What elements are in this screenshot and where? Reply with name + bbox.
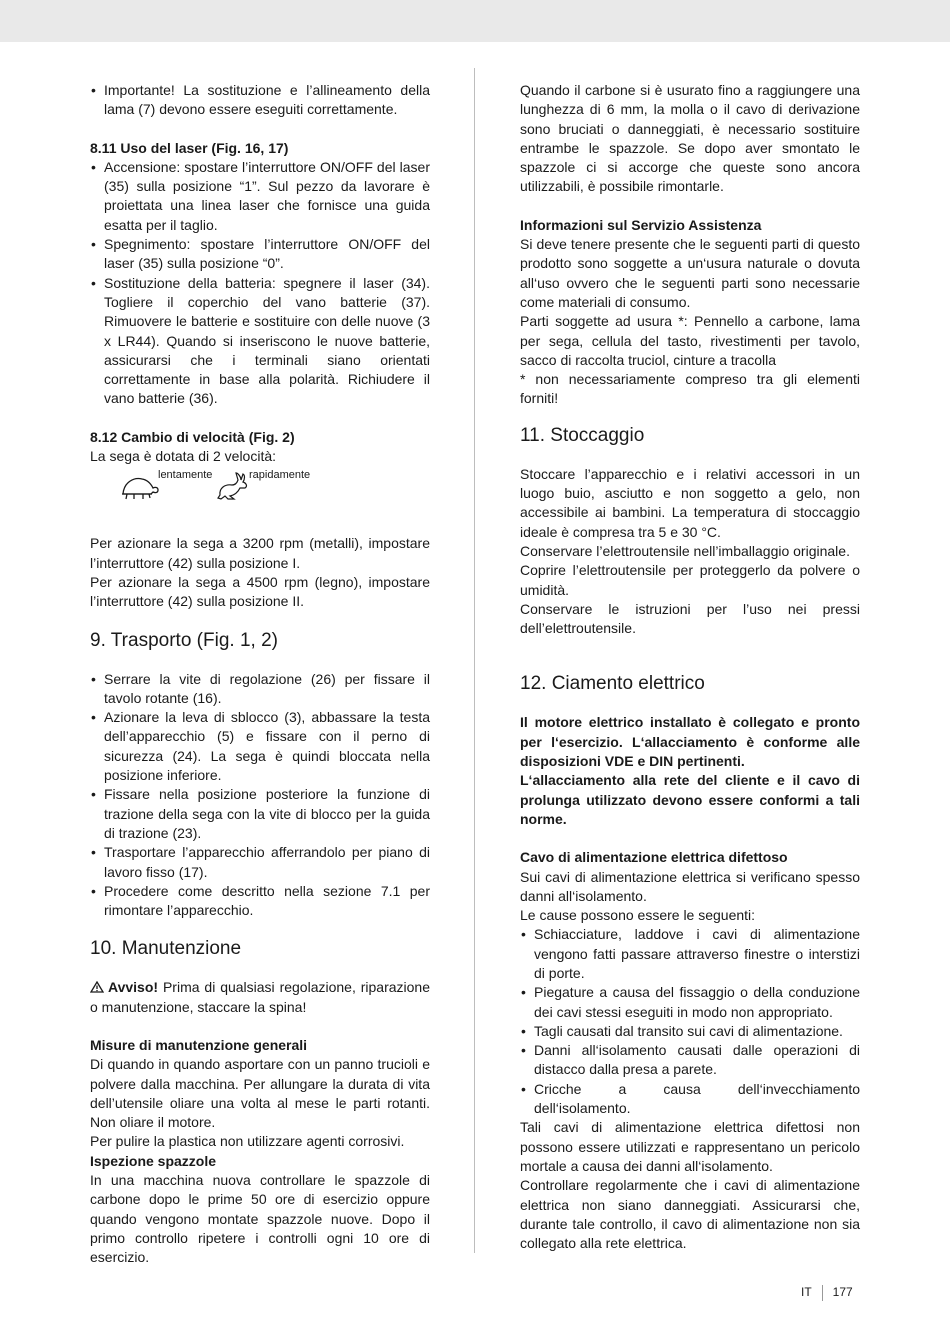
list-item: • Cricche a causa dell‘invecchiamento dell‘isolamento. bbox=[520, 1080, 860, 1119]
page-number: 177 bbox=[832, 1285, 853, 1299]
list-item: • Tagli causati dal transito sui cavi di alimentazione. bbox=[520, 1022, 860, 1041]
list-item: • Serrare la vite di regolazione (26) per fissare il tavolo rotante (16). bbox=[90, 670, 430, 709]
list-item: • Sostituzione della batteria: spegnere il laser (34). Togliere il coperchio del vano batterie (37). Rimuovere le batterie e sostituire con delle nuove (3 x LR44). Quando si inseriscono le nuove batterie, assicurarsi che i terminali siano orientati correttamente in base alla polarità. Richiudere il vano batterie (36). bbox=[90, 274, 430, 409]
section-9-list bbox=[90, 670, 430, 921]
list-item: • Spegnimento: spostare l’interruttore ON/OFF del laser (35) sulla posizione “0”. bbox=[90, 235, 430, 274]
list-item: • Schiacciature, laddove i cavi di alimentazione vengono fatti passare attraverso finestre o interstizi di porte. bbox=[520, 925, 860, 983]
electrical-bold-paragraph: Il motore elettrico installato è collegato e pronto per l‘esercizio. L‘allacciamento è conforme alle disposizioni VDE e DIN pertinenti. bbox=[520, 714, 860, 770]
cable-paragraph: Tali cavi di alimentazione elettrica difettosi non possono essere utilizzati e rappresentano un pericolo mortale a causa dei danni all‘isolamento. bbox=[520, 1119, 860, 1174]
left-column bbox=[90, 81, 430, 1268]
electrical-bold-paragraph: L‘allacciamento alla rete del cliente e il cavo di prolunga utilizzato devono essere conformi a tali norme. bbox=[520, 772, 860, 827]
brush-inspection-title: Ispezione spazzole bbox=[90, 1152, 217, 1169]
cable-paragraph: Controllare regolarmente che i cavi di alimentazione elettrica non siano danneggiati. Assicurarsi che, durante tale controllo, il cavo di alimentazione non sia collegato alla rete elettrica. bbox=[520, 1177, 860, 1252]
cable-causes-list bbox=[520, 925, 860, 1118]
footer-separator bbox=[822, 1285, 823, 1301]
section-812-paragraph: Per azionare la sega a 4500 rpm (legno), impostare l’interruttore (42) sulla posizione II. bbox=[90, 573, 430, 610]
service-paragraph: * non necessariamente compreso tra gli elementi forniti! bbox=[520, 371, 860, 407]
general-maintenance-paragraph: Di quando in quando asportare con un panno trucioli e polvere dalla macchina. Per allungare la durata di vita dell’utensile oliare una volta al mese le parti rotanti. Non oliare il motore. bbox=[90, 1056, 430, 1131]
warning-triangle-icon bbox=[90, 981, 104, 993]
warning-label: Avviso! bbox=[108, 979, 159, 996]
brush-inspection-paragraph: In una macchina nuova controllare le spazzole di carbone dopo le prime 50 ore di esercizio oppure quando vengono montate spazzole nuove. Dopo il primo controllo ripetere i controlli ogni 10 ore di esercizio. bbox=[90, 1172, 430, 1266]
section-811-list bbox=[90, 158, 430, 409]
right-column bbox=[520, 81, 860, 1253]
list-item: • Trasportare l’apparecchio afferrandolo per piano di lavoro fisso (17). bbox=[90, 843, 430, 882]
section-12-heading: 12. Ciamento elettrico bbox=[520, 673, 705, 695]
section-9-heading: 9. Trasporto (Fig. 1, 2) bbox=[90, 629, 278, 651]
turtle-icon bbox=[120, 472, 160, 502]
service-paragraph: Parti soggette ad usura *: Pennello a carbone, lama per sega, cellula del tasto, rivestimenti per tavolo, sacco di raccolta truciol, cinture a tracolla bbox=[520, 313, 860, 368]
section-811-title: 8.11 Uso del laser (Fig. 16, 17) bbox=[90, 139, 289, 156]
list-item: • Importante! La sostituzione e l’allineamento della lama (7) devono essere eseguiti correttamente. bbox=[90, 81, 430, 120]
storage-paragraph: Conservare le istruzioni per l’uso nei pressi dell’elettroutensile. bbox=[520, 600, 860, 637]
defective-cable-title: Cavo di alimentazione elettrica difettoso bbox=[520, 849, 788, 866]
list-item: • Azionare la leva di sblocco (3), abbassare la testa dell’apparecchio (5) e fissare con il perno di sicurezza (24). La sega è quindi bloccata nella posizione inferiore. bbox=[90, 708, 430, 785]
page-footer bbox=[801, 1284, 853, 1301]
section-11-heading: 11. Stoccaggio bbox=[520, 424, 645, 446]
warning-paragraph bbox=[90, 978, 430, 1017]
column-divider bbox=[474, 68, 475, 1253]
intro-list bbox=[90, 81, 430, 120]
language-code: IT bbox=[801, 1285, 812, 1299]
list-item: • Piegature a causa del fissaggio o della conduzione dei cavi stessi eseguiti in modo non appropriato. bbox=[520, 983, 860, 1022]
section-812-paragraph: Per azionare la sega a 3200 rpm (metalli), impostare l’interruttore (42) sulla posizione I. bbox=[90, 535, 430, 571]
list-item: • Fissare nella posizione posteriore la funzione di trazione della sega con la vite di blocco per la guida di trazione (23). bbox=[90, 785, 430, 843]
cable-paragraph: Le cause possono essere le seguenti: bbox=[520, 907, 756, 924]
brush-continuation-paragraph: Quando il carbone si è usurato fino a raggiungere una lunghezza di 6 mm, la molla o il cavo di derivazione sono bruciati o danneggiati, è necessario sostituire entrambe le spazzole. Se dopo aver smontato le spazzole ci si accorge che queste sono ancora utilizzabili, è possibile rimontarle. bbox=[520, 82, 860, 195]
service-title: Informazioni sul Servizio Assistenza bbox=[520, 216, 762, 233]
section-10-heading: 10. Manutenzione bbox=[90, 938, 242, 960]
section-812-title: 8.12 Cambio di velocità (Fig. 2) bbox=[90, 428, 295, 445]
rabbit-icon bbox=[216, 471, 250, 501]
service-paragraph: Si deve tenere presente che le seguenti parti di questo prodotto sono soggette a un‘usura naturale o dovuta all‘uso ovvero che le seguenti parti sono necessarie come materiali di consumo. bbox=[520, 236, 860, 310]
storage-paragraph: Stoccare l’apparecchio e i relativi accessori in un luogo buio, asciutto e non soggetto a gelo, non accessibile ai bambini. La temperatura di stoccaggio ideale è compresa tra 5 e 30 °C. bbox=[520, 465, 860, 540]
section-812-intro: La sega è dotata di 2 velocità: bbox=[90, 448, 277, 465]
speed-slow-label: lentamente bbox=[158, 469, 213, 482]
speed-fast-label: rapidamente bbox=[249, 469, 311, 482]
storage-paragraph: Conservare l’elettroutensile nell’imballaggio originale. bbox=[520, 542, 850, 559]
speed-symbols bbox=[90, 466, 430, 518]
warning-text: Prima di qualsiasi regolazione, riparazione o manutenzione, staccare la spina! bbox=[90, 979, 430, 1015]
list-item: • Accensione: spostare l’interruttore ON/OFF del laser (35) sulla posizione “1”. Sul pezzo da lavorare è proiettata una linea laser che fornisce una guida esatta per il taglio. bbox=[90, 158, 430, 235]
top-bar bbox=[0, 0, 950, 42]
general-maintenance-title: Misure di manutenzione generali bbox=[90, 1036, 308, 1053]
general-maintenance-paragraph: Per pulire la plastica non utilizzare agenti corrosivi. bbox=[90, 1133, 405, 1150]
storage-paragraph: Coprire l’elettroutensile per proteggerlo da polvere o umidità. bbox=[520, 562, 860, 598]
cable-paragraph: Sui cavi di alimentazione elettrica si verificano spesso danni all‘isolamento. bbox=[520, 868, 860, 904]
list-item: • Procedere come descritto nella sezione 7.1 per rimontare l’apparecchio. bbox=[90, 882, 430, 921]
list-item: • Danni all‘isolamento causati dalle operazioni di distacco dalla presa a parete. bbox=[520, 1041, 860, 1080]
